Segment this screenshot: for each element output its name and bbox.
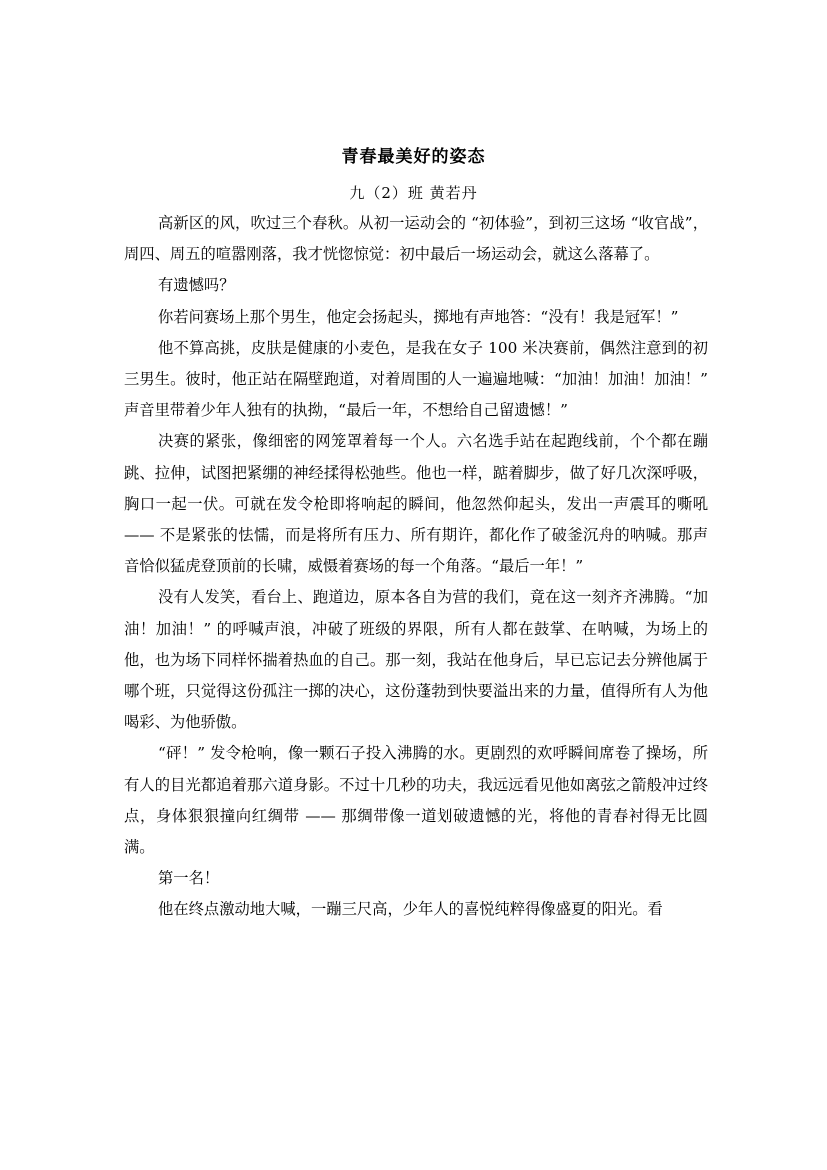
paragraph: 你若问赛场上那个男生，他定会扬起头，掷地有声地答：“没有！我是冠军！” (158, 307, 679, 326)
paragraph: 有遗憾吗？ (158, 276, 235, 295)
paragraph: 他不算高挑，皮肤是健康的小麦色，是我在女子 100 米决赛前，偶然注意到的初三男生。彼时，他正站在隔壁跑道，对着周围的人一遍遍地喊：“加油！加油！加油！” 声音里带着少年人独有的执拗，“最后一年，不想给自己留遗憾！” (124, 338, 708, 420)
paragraph: 高新区的风，吹过三个春秋。从初一运动会的 “初体验”，到初三这场 “收官战”，周四、周五的喧嚣刚落，我才恍惚惊觉：初中最后一场运动会，就这么落幕了。 (124, 214, 708, 264)
essay-title: 青春最美好的姿态 (341, 147, 486, 167)
paragraph: 没有人发笑，看台上、跑道边，原本各自为营的我们，竟在这一刻齐齐沸腾。“加油！加油！” 的呼喊声浪，冲破了班级的界限，所有人都在鼓掌、在呐喊，为场上的他，也为场下同样怀揣着热血的自己。那一刻，我站在他身后，早已忘记去分辨他属于哪个班，只觉得这份孤注一掷的决心，这份蓬勃到快要溢出来的力量，值得所有人为他喝彩、为他骄傲。 (124, 588, 708, 732)
essay-author: 九（2）班 黄若丹 (349, 184, 478, 202)
paragraph: 第一名！ (158, 869, 220, 888)
paragraph: 决赛的紧张，像细密的网笼罩着每一个人。六名选手站在起跑线前，个个都在蹦跳、拉伸，试图把紧绷的神经揉得松弛些。他也一样，踮着脚步，做了好几次深呼吸，胸口一起一伏。可就在发令枪即将响起的瞬间，他忽然仰起头，发出一声震耳的嘶吼 —— 不是紧张的怯懦，而是将所有压力、所有期许，都化作了破釜沉舟的呐喊。那声音恰似猛虎登顶前的长啸，威慑着赛场的每一个角落。“最后一年！” (124, 432, 708, 576)
paragraph: “砰！” 发令枪响，像一颗石子投入沸腾的水。更剧烈的欢呼瞬间席卷了操场，所有人的目光都追着那六道身影。不过十几秒的功夫，我远远看见他如离弦之箭般冲过终点，身体狠狠撞向红绸带 —— 那绸带像一道划破遗憾的光，将他的青春衬得无比圆满。 (124, 744, 708, 857)
paragraph: 他在终点激动地大喊，一蹦三尺高，少年人的喜悦纯粹得像盛夏的阳光。看 (158, 900, 663, 919)
essay-body (124, 208, 708, 926)
